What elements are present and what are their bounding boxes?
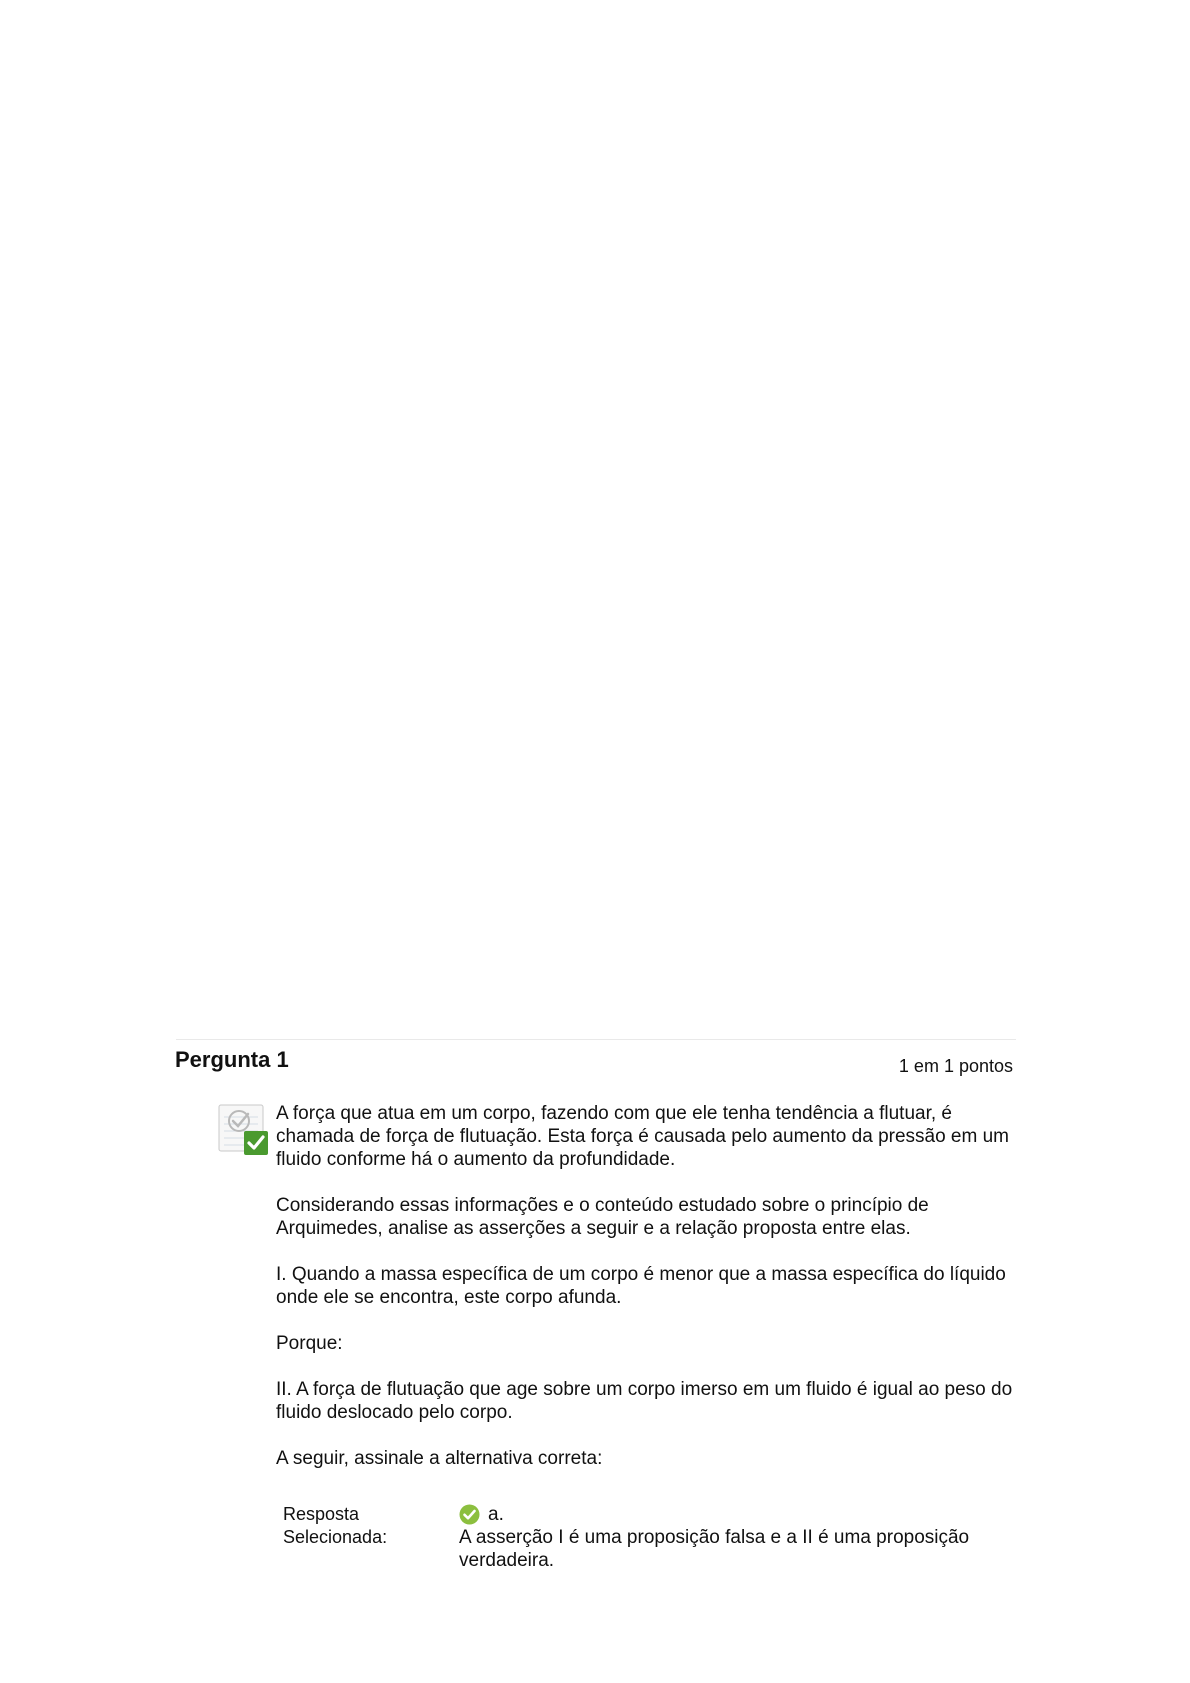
answer-text: A asserção I é uma proposição falsa e a II é uma proposição verdadeira. xyxy=(459,1527,970,1571)
selected-answer xyxy=(459,1503,1019,1572)
correct-answer-icon xyxy=(218,1103,270,1157)
question-paragraph: A seguir, assinale a alternativa correta: xyxy=(276,1448,603,1469)
question-body xyxy=(276,1102,1016,1493)
question-title: Pergunta 1 xyxy=(175,1047,289,1072)
question-paragraph: Porque: xyxy=(276,1333,343,1354)
question-paragraph: A força que atua em um corpo, fazendo com que ele tenha tendência a flutuar, é chamada de força de flutuação. Esta força é causada pelo aumento da pressão em um fluido conforme há o aumento da profundidade. xyxy=(276,1103,1010,1170)
question-paragraph: II. A força de flutuação que age sobre um corpo imerso em um fluido é igual ao peso do fluido deslocado pelo corpo. xyxy=(276,1379,1013,1423)
answer-letter: a. xyxy=(488,1504,504,1525)
question-paragraph: I. Quando a massa específica de um corpo é menor que a massa específica do líquido onde ele se encontra, este corpo afunda. xyxy=(276,1264,1006,1308)
question-paragraph: Considerando essas informações e o conteúdo estudado sobre o princípio de Arquimedes, analise as asserções a seguir e a relação proposta entre elas. xyxy=(276,1195,929,1239)
check-circle-icon xyxy=(459,1504,480,1525)
answer-label: Resposta Selecionada: xyxy=(283,1504,388,1547)
question-points: 1 em 1 pontos xyxy=(898,1056,1013,1076)
question-divider xyxy=(176,1039,1016,1040)
